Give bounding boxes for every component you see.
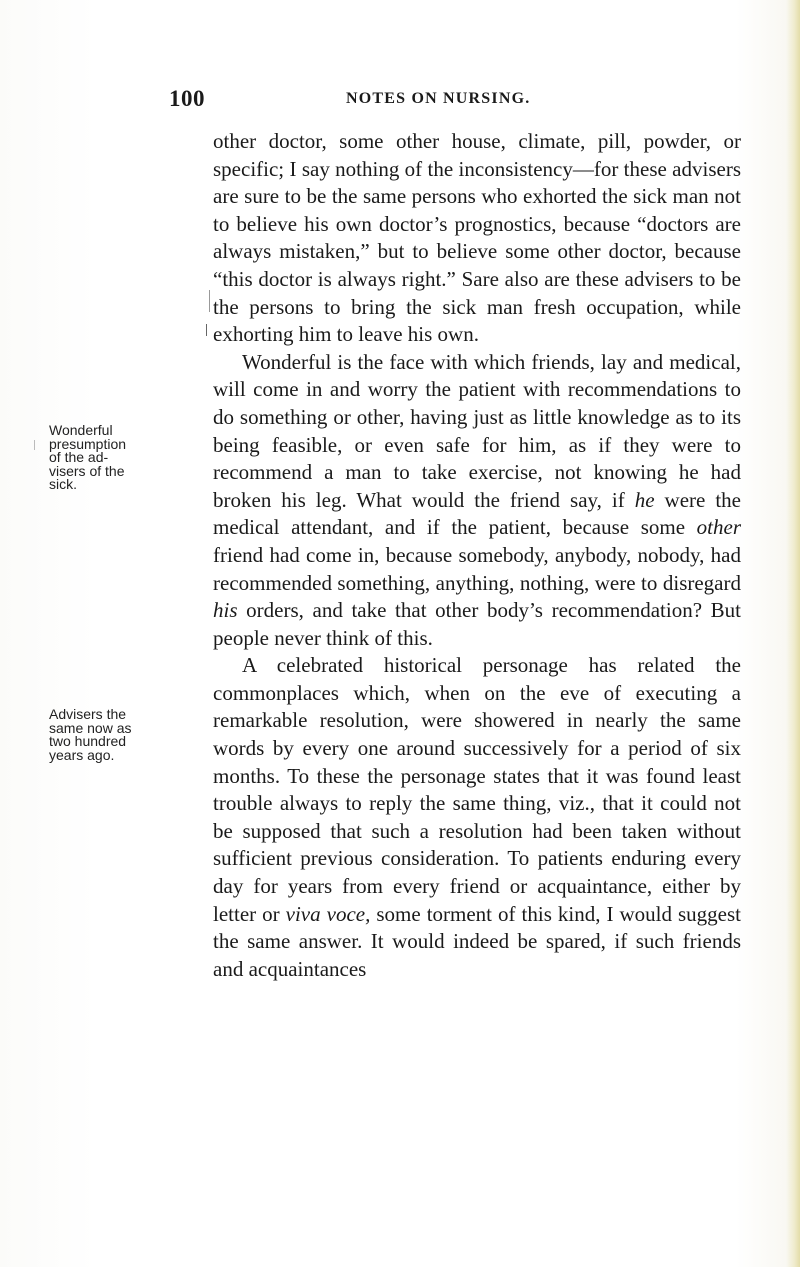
margin-note-line: years ago. <box>49 746 115 763</box>
text-run: A celebrated historical personage has related the commonplaces which, when on the eve of executing a remarkable resolution, were showered in nearly the same words by every one around successively for a period of six months. To these the personage states that it was found least trouble always to reply the same thing, viz., that it could not be supposed that such a resolution had been taken without sufficient previous consideration. To patients enduring every day for years from every friend or acquaintance, either by letter or <box>213 653 741 926</box>
margin-note-line: two hundred <box>49 733 127 750</box>
text-run: were the medical attendant, and if the patient, because some <box>213 487 741 540</box>
italic-run: other <box>696 515 741 540</box>
margin-note-line: same now as <box>49 719 132 736</box>
paragraph-continuation: other doctor, some other house, climate, pill, powder, or specific; I say nothing of the inconsistency—for these advisers are sure to be the same persons who exhorted the sick man not to believe his own doctor’s prognostics, because “doctors are always mistaken,” but to believe some other doctor, because “this doctor is always right.” Sare also are these advisers to be the persons to bring the sick man fresh occupation, while exhorting him to leave his own. <box>213 129 741 347</box>
italic-run: he <box>634 487 655 512</box>
margin-note-line: Wonderful <box>49 422 113 438</box>
margin-note-wonderful-presumption <box>49 424 159 492</box>
page-header <box>0 86 800 116</box>
text-run: Wonderful is the face with which friends, lay and medical, will come in and worry the patient with recommendations to do something or other, having just as little knowledge as to its being feasible, or even safe for him, as if they were to recommend a man to take exercise, not knowing he had broken his leg. What would the friend say, if <box>213 349 741 512</box>
margin-note-line: sick. <box>49 476 77 493</box>
page-edge-shading <box>786 0 800 1267</box>
italic-run: his <box>213 598 238 623</box>
margin-note-line: of the ad- <box>49 449 109 466</box>
margin-note-line: Advisers the <box>49 706 127 722</box>
paragraph-wonderful <box>213 349 741 653</box>
running-head: NOTES ON NURSING. <box>346 90 531 107</box>
margin-note-line: visers of the <box>49 462 125 479</box>
page-number: 100 <box>169 86 205 111</box>
scan-mark <box>209 290 210 312</box>
margin-note-line: presumption <box>49 435 127 452</box>
scan-mark <box>34 440 35 450</box>
text-run: some torment of this kind, I would suggest the same answer. It would indeed be spared, if such friends and acquaintances <box>213 901 741 981</box>
paragraph-celebrated <box>213 652 741 983</box>
text-run: orders, and take that other body’s recommendation? But people never think of this. <box>213 598 741 650</box>
italic-run: viva voce, <box>285 901 371 926</box>
body-text <box>213 128 741 983</box>
margin-note-advisers <box>49 708 159 762</box>
scan-mark <box>206 324 207 336</box>
text-run: friend had come in, because somebody, anybody, nobody, had recommended something, anything, nothing, were to disregard <box>213 542 741 595</box>
